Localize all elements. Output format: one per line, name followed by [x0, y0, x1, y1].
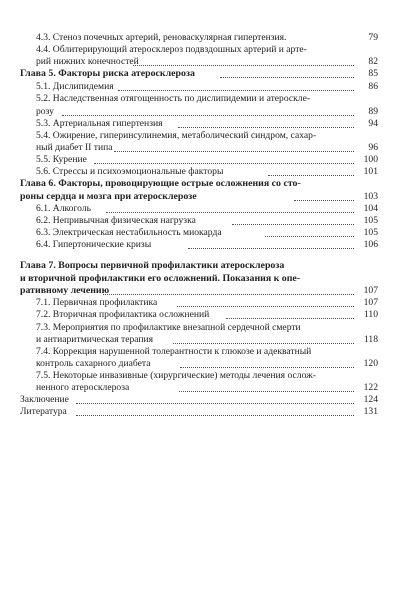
- dot-leader: [180, 367, 354, 368]
- toc-page-number: 118: [363, 334, 378, 345]
- toc-page-number: 105: [363, 215, 378, 226]
- dot-leader: [114, 151, 354, 152]
- toc-entry-title: розу: [36, 106, 54, 117]
- toc-page-number: 89: [368, 106, 378, 117]
- toc-entry-title: 6.4. Гипертонические кризы: [36, 239, 152, 250]
- toc-entry-title: 7.5. Некоторые инвазивные (хирургические) методы лечения ослож-: [36, 370, 316, 381]
- toc-page-number: 110: [363, 309, 378, 320]
- dot-leader: [220, 77, 354, 78]
- toc-entry-title: 5.2. Наследственная отягощенность по дислипидемии и атероскле-: [36, 93, 311, 104]
- toc-entry-title: Литература: [20, 406, 67, 417]
- toc-entry-title: 5.5. Курение: [36, 154, 87, 165]
- toc-page-number: 106: [363, 239, 378, 250]
- dot-leader: [268, 175, 354, 176]
- dot-leader: [118, 90, 354, 91]
- toc-chapter-title: роны сердца и мозга при атеросклерозе: [20, 191, 197, 202]
- toc-page-number: 120: [363, 358, 378, 369]
- toc-entry-title: 7.4. Коррекция нарушенной толерантности к глюкозе и адекватный: [36, 346, 312, 357]
- dot-leader: [178, 127, 354, 128]
- toc-chapter-title: Глава 5. Факторы риска атеросклероза: [20, 68, 195, 79]
- dot-leader: [94, 163, 354, 164]
- toc-page-number: 131: [363, 406, 378, 417]
- toc-page-number: 82: [368, 56, 378, 67]
- toc-page-number: 100: [363, 154, 378, 165]
- dot-leader: [76, 403, 354, 404]
- toc-entry-title: 5.4. Ожирение, гиперинсулинемия, метаболический синдром, сахар-: [36, 130, 317, 141]
- dot-leader: [179, 391, 354, 392]
- toc-entry-title: рий нижних конечностей: [36, 56, 139, 67]
- toc-entry-title: контроль сахарного диабета: [36, 358, 151, 369]
- toc-entry-title: и антиаритмическая терапия: [36, 334, 154, 345]
- toc-page-number: 103: [363, 191, 378, 202]
- toc-page-number: 105: [363, 227, 378, 238]
- toc-page-number: 94: [368, 118, 378, 129]
- dot-leader: [188, 248, 354, 249]
- dot-leader: [265, 236, 354, 237]
- dot-leader: [177, 306, 354, 307]
- dot-leader: [232, 224, 354, 225]
- toc-entry-title: ный диабет II типа: [36, 142, 113, 153]
- dot-leader: [226, 318, 354, 319]
- toc-chapter-title: и вторичной профилактики его осложнений. Показания к опе-: [20, 273, 301, 284]
- toc-entry-title: 5.6. Стрессы и психоэмоциональные факторы: [36, 166, 224, 177]
- toc-chapter-title: Глава 7. Вопросы первичной профилактики атеросклероза: [20, 260, 285, 271]
- toc-chapter-title: Глава 6. Факторы, провоцирующие острые осложнения со сто-: [20, 178, 301, 189]
- toc-page-number: 79: [368, 32, 378, 43]
- dot-leader: [106, 212, 354, 213]
- toc-entry-title: 5.3. Артериальная гипертензия: [36, 118, 163, 129]
- dot-leader: [76, 415, 354, 416]
- toc-entry-title: 7.2. Вторичная профилактика осложнений: [36, 309, 210, 320]
- dot-leader: [62, 115, 354, 116]
- toc-entry-title: ненного атеросклероза: [36, 382, 130, 393]
- dot-leader: [294, 200, 354, 201]
- toc-entry-title: 7.1. Первичная профилактика: [36, 297, 158, 308]
- toc-page-number: 101: [363, 166, 378, 177]
- toc-entry-title: 4.4. Облитерирующий атеросклероз подвздошных артерий и арте-: [36, 44, 307, 55]
- toc-entry-title: 5.1. Дислипидемия: [36, 81, 114, 92]
- toc-page-number: 96: [368, 142, 378, 153]
- toc-entry-title: 7.3. Мероприятия по профилактике внезапной сердечной смерти: [36, 322, 301, 333]
- dot-leader: [173, 343, 354, 344]
- toc-entry-title: Заключение: [20, 394, 69, 405]
- toc-page-number: 107: [363, 285, 378, 296]
- toc-page-number: 107: [363, 297, 378, 308]
- toc-page-number: 86: [368, 81, 378, 92]
- toc-page-number: 124: [363, 394, 378, 405]
- toc-page-number: 85: [368, 68, 378, 79]
- toc-entry-title: 6.1. Алкоголь: [36, 203, 92, 214]
- toc-page-number: 122: [363, 382, 378, 393]
- toc-entry-title: 6.2. Непривычная физическая нагрузка: [36, 215, 196, 226]
- dot-leader: [103, 294, 354, 295]
- toc-entry-title: 4.3. Стеноз почечных артерий, реноваскулярная гипертензия.: [36, 32, 287, 43]
- toc-chapter-title: ративному лечению: [20, 285, 110, 296]
- toc-entry-title: 6.3. Электрическая нестабильность миокарда: [36, 227, 222, 238]
- dot-leader: [133, 65, 354, 66]
- toc-page-number: 104: [363, 203, 378, 214]
